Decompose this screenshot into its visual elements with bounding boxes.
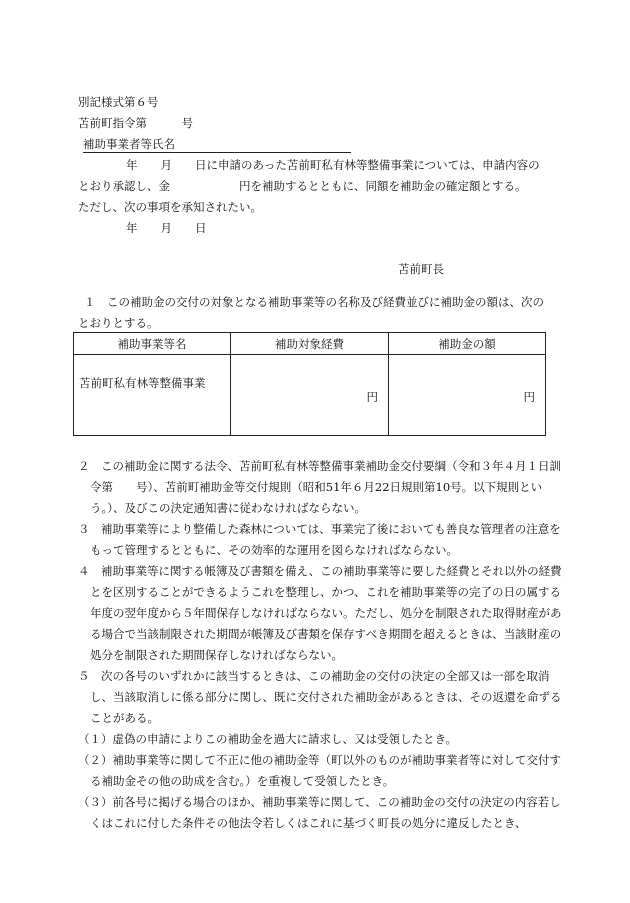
issue-date: 年 月 日 bbox=[126, 221, 207, 235]
issuer-name: 苫前町長 bbox=[398, 262, 444, 276]
header-subsidy-amount: 補助金の額 bbox=[389, 333, 546, 355]
item-1: （１）虚偽の申請によりこの補助金を過大に請求し、又は受領したとき。 bbox=[78, 732, 458, 746]
directive-number: 苫前町指令第 号 bbox=[78, 116, 193, 130]
clause-5: ５ 次の各号のいずれかに該当するときは、この補助金の交付の決定の全部又は一部を取消し、当該取消しに係る部分に関し、既に交付された補助金があるときは、その返還を命ずることがある。 bbox=[78, 669, 562, 725]
section1-line-2: とおりとする。 bbox=[78, 316, 159, 330]
project-name: 苫前町私有林等整備事業 bbox=[79, 376, 206, 390]
recipient-name-label: 補助事業者等氏名 bbox=[83, 137, 175, 151]
item-3: （３）前各号に掲げる場合のほか、補助事業等に関して、この補助金の交付の決定の内容若しくはこれに付した条件その他法令若しくはこれに基づく町長の処分に違反したとき、 bbox=[78, 795, 561, 830]
body-line-2: とおり承認し、金 円を補助するとともに、同額を補助金の確定額とする。 bbox=[78, 179, 527, 193]
body-line-3: ただし、次の事項を承知されたい。 bbox=[78, 200, 262, 214]
header-eligible-cost: 補助対象経費 bbox=[231, 333, 389, 355]
section1-line-1: １ この補助金の交付の対象となる補助事業等の名称及び経費並びに補助金の額は、次の bbox=[84, 295, 544, 309]
form-number: 別記様式第６号 bbox=[78, 95, 159, 109]
cell-project-name bbox=[74, 355, 231, 436]
table-header-row bbox=[74, 333, 546, 355]
item-2: （２）補助事業等に関して不正に他の補助金等（町以外のものが補助事業者等に対して交付する補助金その他の助成を含む。）を重複して受領したとき。 bbox=[78, 753, 561, 788]
cost-unit: 円 bbox=[366, 390, 378, 404]
header-project-name: 補助事業等名 bbox=[74, 333, 231, 355]
clause-4: ４ 補助事業等に関する帳簿及び書類を備え、この補助事業等に要した経費とそれ以外の経費とを区別することができるようこれを整理し、かつ、これを補助事業等の完了の日の属する年度の翌年度から５年間保存しなければならない。ただし、処分を制限された取得財産がある場合で当該制限された期間が帳簿及び書類を保存すべき期間を超えるときは、当該財産の処分を制限された期間保存しなければならない。 bbox=[78, 564, 562, 662]
cell-subsidy-amount bbox=[389, 355, 546, 436]
subsidy-table bbox=[73, 332, 546, 436]
clause-3: ３ 補助事業等により整備した森林については、事業完了後においても善良な管理者の注意をもって管理するとともに、その効率的な運用を図らなければならない。 bbox=[78, 522, 561, 557]
amount-unit: 円 bbox=[523, 390, 535, 404]
table-row bbox=[74, 355, 546, 436]
body-line-1: 年 月 日に申請のあった苫前町私有林等整備事業については、申請内容の bbox=[126, 158, 540, 172]
cell-eligible-cost bbox=[231, 355, 389, 436]
recipient-name-underline bbox=[83, 152, 351, 153]
clause-2: ２ この補助金に関する法令、苫前町私有林等整備事業補助金交付要綱（令和３年４月１日訓令第 号）、苫前町補助金等交付規則（昭和51年６月22日規則第10号。以下規則という。）、及びこの決定通知書に従わなければならない。 bbox=[78, 459, 561, 515]
